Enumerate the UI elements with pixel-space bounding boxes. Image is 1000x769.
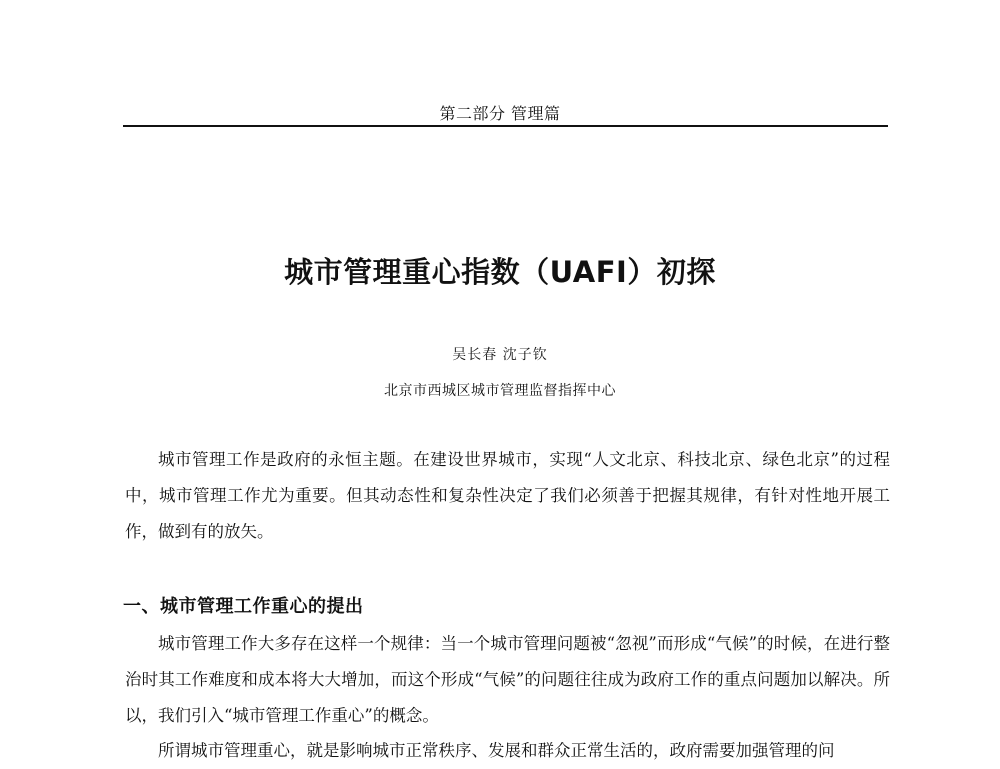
article-affiliation: 北京市西城区城市管理监督指挥中心 <box>384 383 616 399</box>
article-title: 城市管理重心指数（UAFI）初探 <box>284 255 716 289</box>
article-authors: 吴长春 沈子钦 <box>452 347 548 363</box>
section-paragraph: 城市管理工作大多存在这样一个规律：当一个城市管理问题被“忽视”而形成“气候”的时候，在进行整治时其工作难度和成本将大大增加，而这个形成“气候”的问题往往成为政府工作的重点问题加以解决。所以，我们引入“城市管理工作重心”的概念。 <box>125 634 890 725</box>
running-header: 第二部分 管理篇 <box>439 104 561 123</box>
intro-paragraph: 城市管理工作是政府的永恒主题。在建设世界城市，实现“人文北京、科技北京、绿色北京”的过程中，城市管理工作尤为重要。但其动态性和复杂性决定了我们必须善于把握其规律，有针对性地开展工作，做到有的放矢。 <box>125 450 890 541</box>
section-heading: 一、城市管理工作重心的提出 <box>123 596 364 617</box>
header-rule <box>123 125 888 127</box>
section-paragraph-continued: 所谓城市管理重心，就是影响城市正常秩序、发展和群众正常生活的，政府需要加强管理的问 <box>158 741 835 760</box>
